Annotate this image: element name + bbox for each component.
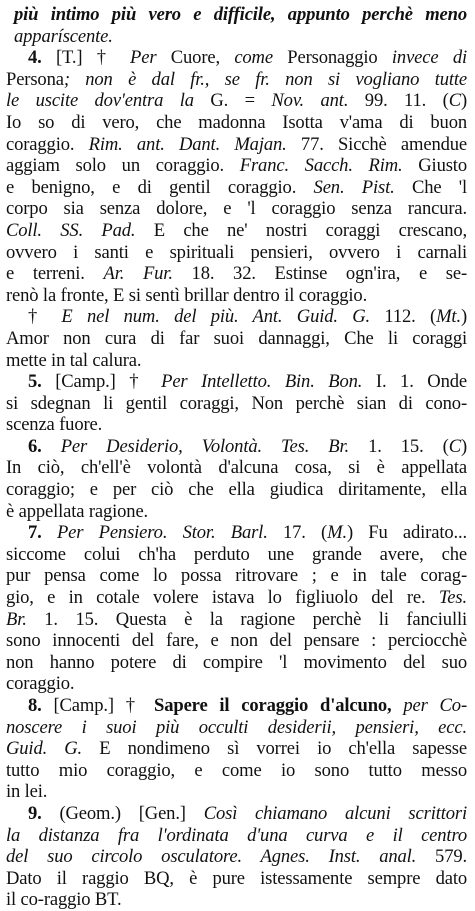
text-run: [Camp.] † [55, 371, 162, 393]
text-line [6, 134, 467, 156]
text-line [6, 198, 467, 220]
text-run: Ar. Fur. [103, 263, 173, 285]
text-run: pur pensa come lo possa ritrovare ; e in tale corag- [6, 565, 467, 587]
text-line [6, 609, 467, 631]
text-run: Per [130, 47, 157, 69]
text-run: Io so di vero, che madonna Isotta v'ama di buon [6, 111, 467, 133]
text-line [6, 695, 467, 717]
text-line [6, 457, 467, 479]
text-line [6, 868, 467, 890]
text-run: noscere i suoi più occulti desiderii, pensieri, ecc. [6, 716, 467, 738]
text-line [6, 846, 467, 868]
text-line [6, 177, 467, 199]
text-run: coraggio. [6, 133, 89, 155]
text-run: Franc. Sacch. Rim. [239, 155, 403, 177]
text-run: Per Intelletto. Bin. Bon. [161, 371, 363, 393]
text-run: Sen. Pist. [313, 176, 395, 198]
text-line [6, 47, 467, 69]
text-line [6, 889, 467, 911]
text-run: In ciò, ch'ell'è volontà d'alcuna cosa, si è appellata [6, 457, 467, 479]
text-run: renò la fronte, E si sentì brillar dentro il coraggio. [6, 284, 368, 306]
text-run: Coll. SS. Pad. [6, 219, 136, 241]
text-run: Amor non cura di far suoi dannaggi, Che li coraggi [6, 327, 467, 349]
text-run: M. [327, 522, 347, 544]
text-run: è appellata ragione. [6, 500, 149, 522]
text-line [6, 350, 467, 372]
text-line [6, 501, 467, 523]
dictionary-entry-text [6, 4, 467, 911]
text-run: invece di [391, 47, 467, 69]
text-run: [Camp.] † [53, 695, 155, 716]
text-run: 1. 15. ( [349, 435, 449, 457]
text-run: Dato il raggio BQ, è pure istessamente sempre dato [6, 867, 467, 889]
text-line [6, 220, 467, 242]
text-line [6, 544, 467, 566]
text-line [6, 371, 467, 393]
text-run: ; non è dal fr., se fr. non si vogliano tutte [63, 68, 467, 90]
text-line [6, 587, 467, 609]
text-run: Per Desiderio, Volontà. Tes. Br. [60, 435, 350, 457]
text-run: Giusto [402, 155, 467, 177]
text-line [6, 803, 467, 825]
text-run: 5. [28, 371, 56, 393]
text-run: C [448, 435, 461, 457]
text-run: più intimo più vero e difficile, appunto perchè meno [14, 4, 467, 25]
text-run: scenza fuore. [6, 414, 103, 436]
text-run: del suo circolo osculatore. Agnes. Inst. anal. [6, 846, 417, 868]
text-line [6, 112, 467, 134]
text-run: le uscite dov'entra la [6, 90, 194, 112]
text-run: non hanno potere di compire 'l movimento del suo [6, 651, 467, 673]
text-run: il co-raggio BT. [6, 889, 122, 911]
text-run: siccome colui ch'ha perduto une grande avere, che [6, 543, 467, 565]
text-run: ) [460, 435, 467, 457]
text-run: ) [460, 90, 467, 112]
text-run: 8. [28, 695, 54, 716]
text-line [6, 673, 467, 695]
text-run: e benigno, e di gentil coraggio. [6, 176, 314, 198]
text-run: (Geom.) [Gen.] [59, 802, 204, 824]
text-run: coraggio. [6, 673, 75, 695]
text-run: Guid. G. [6, 738, 83, 760]
text-line [6, 69, 467, 91]
text-run: ovvero i santi e spirituali pensieri, ovvero i carnali [6, 241, 467, 263]
text-line [6, 781, 467, 803]
text-line [6, 479, 467, 501]
text-run: 99. 11. ( [348, 90, 449, 112]
text-run: Rim. ant. Dant. Majan. [88, 133, 287, 155]
text-line [6, 630, 467, 652]
text-run: 6. [28, 435, 61, 457]
text-line [6, 652, 467, 674]
text-run: in lei. [6, 781, 48, 803]
text-run: Cuore, [156, 47, 235, 69]
text-line [6, 285, 467, 307]
text-run: 1. 15. Questa è la ragione perchè li fanciulli [26, 608, 467, 630]
text-run: 112. ( [370, 306, 437, 328]
text-line [6, 26, 467, 48]
text-run: gio, e in cotale volere istava lo figliuolo del re. [6, 587, 439, 609]
text-line [6, 565, 467, 587]
text-run: ) Fu adirato... [346, 522, 467, 544]
text-run: tutto mio coraggio, e come io sono tutto messo [6, 759, 467, 781]
text-run: si sdegnan li gentil coraggi, Non perchè sian di cono- [6, 392, 467, 414]
text-line [6, 328, 467, 350]
text-line [6, 738, 467, 760]
text-run: Per Pensiero. Stor. Barl. [56, 522, 268, 544]
text-run: E nel num. del più. Ant. Guid. G. [61, 306, 371, 328]
text-line [6, 90, 467, 112]
text-line [6, 436, 467, 458]
text-run: E che ne' nostri coraggi crescano, [135, 219, 467, 241]
text-run: Nov. ant. [271, 90, 349, 112]
text-run: E nondimeno sì vorrei io ch'ella sapesse [82, 738, 467, 760]
text-run: Sapere il coraggio d'alcuno, [154, 695, 392, 716]
text-line [6, 263, 467, 285]
text-run: la distanza fra l'ordinata d'una curva e il centro [6, 824, 467, 846]
text-line [6, 155, 467, 177]
text-line [6, 760, 467, 782]
text-run: Così chiamano alcuni scrittori [203, 802, 467, 824]
text-run: Tes. [438, 587, 467, 609]
text-line [6, 242, 467, 264]
text-run: Personaggio [272, 47, 392, 69]
text-run: G. = [193, 90, 272, 112]
text-run: come [234, 47, 273, 69]
text-run: [T.] † [55, 47, 131, 69]
text-run: † [28, 306, 62, 328]
text-run: per Co- [391, 695, 467, 716]
text-run: I. 1. Onde [362, 371, 467, 393]
text-run: 17. ( [267, 522, 328, 544]
text-run: coraggio; e per ciò che ella giudica diritamente, ella [6, 479, 467, 501]
text-run: 7. [28, 522, 57, 544]
text-run: 9. [28, 802, 60, 824]
text-run: Che 'l [394, 176, 467, 198]
text-run: Mt. [436, 306, 461, 328]
text-run: sono innocenti del fare, e non del pensare : perciocchè [6, 630, 467, 652]
text-run: 4. [28, 47, 56, 69]
text-line [6, 393, 467, 415]
text-run: Persona [6, 68, 64, 90]
text-line [6, 414, 467, 436]
text-line [6, 825, 467, 847]
text-line [6, 717, 467, 739]
text-run: 579. [416, 846, 467, 868]
text-line [6, 306, 467, 328]
text-run: e terreni. [6, 263, 104, 285]
text-run: mette in tal calura. [6, 349, 142, 371]
text-run: aggiam solo un coraggio. [6, 155, 240, 177]
text-run: 18. 32. Estinse ogn'ira, e se- [172, 263, 467, 285]
text-run: C [448, 90, 461, 112]
text-run: Br. [6, 608, 27, 630]
text-run: ) [460, 306, 467, 328]
text-run: corpo sia senza dolore, e 'l coraggio senza rancura. [6, 198, 467, 220]
text-run: apparíscente. [14, 25, 113, 47]
text-line [6, 522, 467, 544]
text-line [6, 4, 467, 26]
text-run: 77. Sicchè amendue [286, 133, 467, 155]
